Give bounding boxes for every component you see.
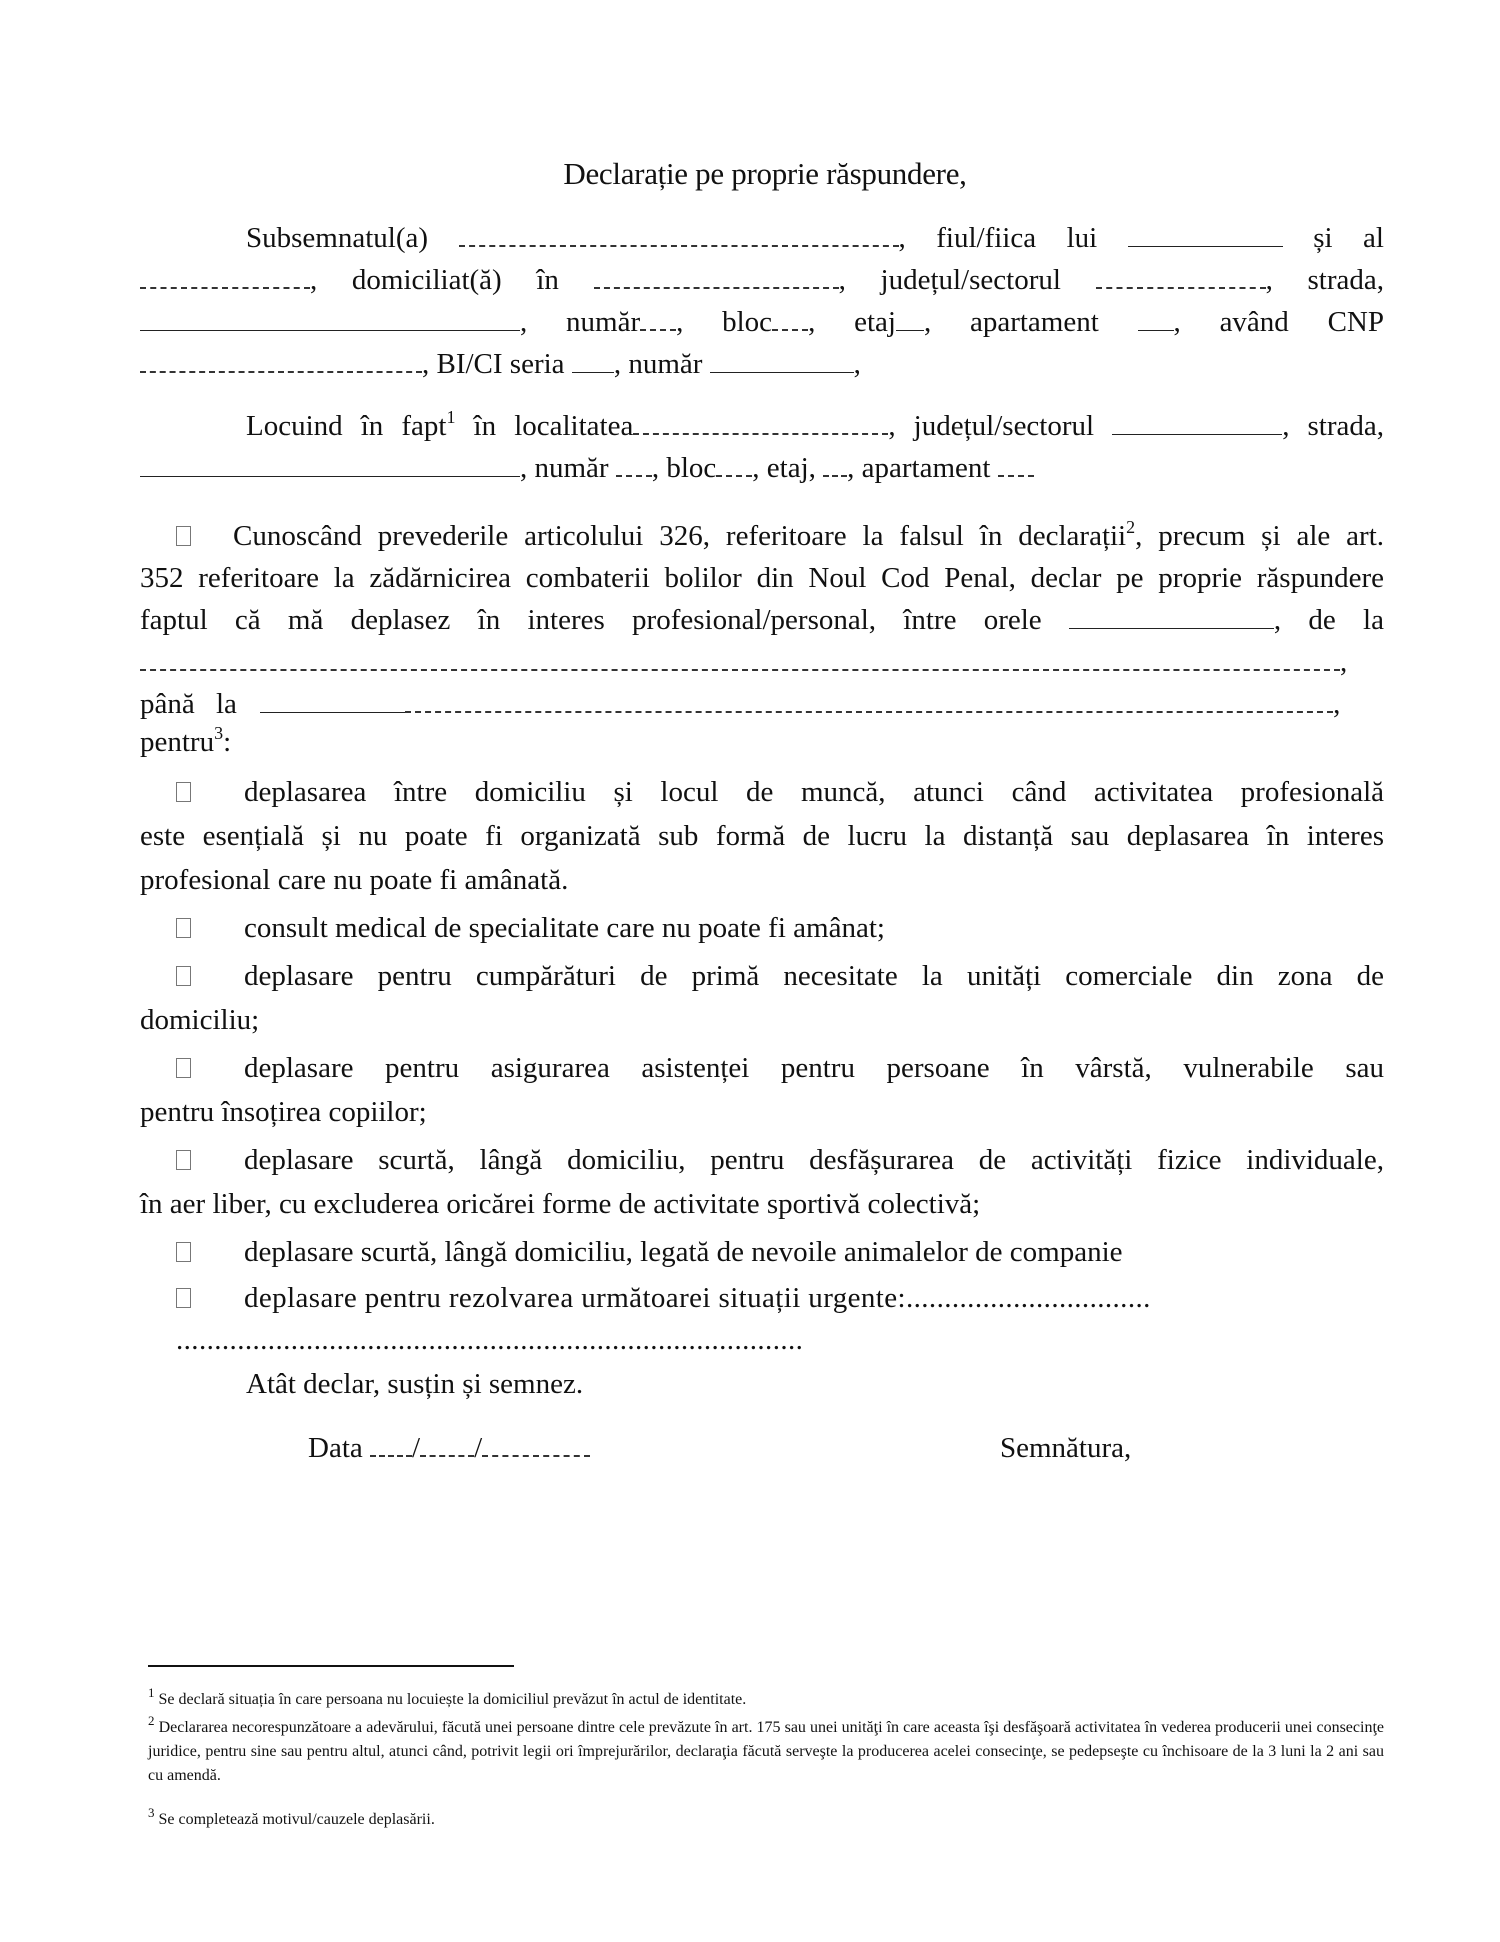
footnote-text: Declararea necorespunzătoare a adevărului, făcută unei persoane dintre cele prevăzute în art. 175 sau unei unităţi în care aceasta îşi desfăşoară activitatea în vederea producerii unei consecinţe juridice, pentru sine sau pentru altul, atunci când, potrivit legii ori împrejurărilor, declaraţia făcută serveşte la producerea acelei consecinţe, se pedepseşte cu închisoare de la 3 luni la 2 ani sau cu amendă. bbox=[148, 1719, 1385, 1784]
comma: , bbox=[1340, 646, 1348, 678]
residence-block-field[interactable] bbox=[716, 451, 752, 477]
residence-county-field[interactable] bbox=[1112, 410, 1282, 435]
option-exercise-line-1 bbox=[140, 1140, 1384, 1180]
option-urgent-checkbox[interactable] bbox=[176, 1288, 191, 1308]
declaration-line-3 bbox=[140, 600, 1384, 640]
cnp-label: , având CNP bbox=[1173, 306, 1384, 338]
street-field[interactable] bbox=[140, 306, 520, 331]
hours-field[interactable] bbox=[1069, 604, 1274, 629]
id-number-label: , număr bbox=[613, 348, 703, 380]
option-exercise-checkbox[interactable] bbox=[176, 1150, 191, 1170]
option-assistance-line-1 bbox=[140, 1048, 1384, 1088]
hours-label: faptul că mă deplasez în interes profesional/personal, între orele bbox=[140, 604, 1042, 636]
urgent-details-field[interactable] bbox=[176, 1320, 1420, 1360]
footnote-1 bbox=[148, 1685, 1384, 1712]
option-assistance-label: deplasare pentru asigurarea asistenței pentru persoane în vârstă, vulnerabile sau bbox=[244, 1052, 1384, 1084]
date-separator: / bbox=[412, 1432, 421, 1464]
father-name-field[interactable] bbox=[1128, 222, 1283, 247]
option-work-line-3: profesional care nu poate fi amânată. bbox=[140, 864, 569, 896]
option-work-line-1 bbox=[140, 772, 1384, 812]
purpose-label: pentru bbox=[140, 726, 215, 758]
residence-number-field[interactable] bbox=[616, 451, 652, 477]
identity-line-2 bbox=[140, 260, 1384, 300]
identity-line-4 bbox=[140, 344, 1384, 384]
number-label: , număr bbox=[520, 306, 641, 338]
apartment-field[interactable] bbox=[1138, 306, 1174, 331]
to-location-field-cont[interactable] bbox=[405, 687, 1333, 713]
residence-street-field[interactable] bbox=[140, 452, 520, 477]
full-name-field[interactable] bbox=[459, 221, 899, 247]
id-series-label: , BI/CI seria bbox=[422, 348, 565, 380]
residence-street-label: , strada, bbox=[1282, 410, 1385, 442]
footnote-number: 1 bbox=[148, 1685, 155, 1700]
option-medical bbox=[140, 908, 1384, 948]
residence-number-label: , număr bbox=[520, 452, 609, 484]
date-separator: / bbox=[474, 1432, 483, 1464]
street-label: , strada, bbox=[1265, 264, 1385, 296]
footnote-ref-3[interactable]: 3 bbox=[214, 723, 224, 743]
block-label: , bloc bbox=[676, 306, 773, 338]
cnp-field[interactable] bbox=[140, 347, 422, 373]
footnote-2 bbox=[148, 1713, 1385, 1788]
from-label: , de la bbox=[1273, 604, 1384, 636]
date-day-field[interactable] bbox=[370, 1431, 412, 1457]
identity-line-3 bbox=[140, 302, 1384, 342]
subsemnatul-label: Subsemnatul(a) bbox=[246, 222, 429, 254]
residence-line-2 bbox=[140, 448, 1384, 488]
floor-label: , etaj bbox=[808, 306, 896, 338]
date-month-field[interactable] bbox=[420, 1431, 474, 1457]
option-medical-label: consult medical de specialitate care nu poate fi amânat; bbox=[244, 912, 885, 944]
option-pets-label: deplasare scurtă, lângă domiciliu, legată de nevoile animalelor de companie bbox=[244, 1236, 1123, 1268]
option-work-label: deplasarea între domiciliu și locul de muncă, atunci când activitatea profesională bbox=[244, 776, 1384, 808]
option-shopping-line-1 bbox=[140, 956, 1384, 996]
to-location-field[interactable] bbox=[260, 688, 405, 713]
declaration-line-5 bbox=[140, 684, 1384, 724]
option-medical-checkbox[interactable] bbox=[176, 918, 191, 938]
declaration-checkbox[interactable] bbox=[176, 526, 191, 546]
identity-line-1 bbox=[140, 218, 1384, 258]
declaration-line-6 bbox=[140, 722, 1384, 762]
option-pets bbox=[140, 1232, 1384, 1272]
signature-label: Semnătura, bbox=[1000, 1432, 1132, 1464]
declaration-text: Cunoscând prevederile articolului 326, referitoare la falsul în declarații bbox=[233, 520, 1127, 552]
comma: , bbox=[1333, 688, 1341, 720]
number-field[interactable] bbox=[640, 305, 676, 331]
residence-floor-label: , etaj, bbox=[752, 452, 816, 484]
residence-line-1 bbox=[140, 406, 1384, 446]
footnote-text: Se declară situația în care persoana nu locuiește la domiciliul prevăzut în actul de identitate. bbox=[158, 1691, 747, 1708]
residence-block-label: , bloc bbox=[651, 452, 717, 484]
locality-label: în localitatea bbox=[455, 410, 634, 442]
residence-county-label: , județul/sectorul bbox=[888, 410, 1095, 442]
date-row bbox=[308, 1428, 1500, 1468]
residing-label: Locuind în fapt bbox=[246, 410, 447, 442]
residence-apartment-field[interactable] bbox=[998, 451, 1034, 477]
footnote-text: Se completează motivul/cauzele deplasării. bbox=[158, 1811, 435, 1828]
option-assistance-checkbox[interactable] bbox=[176, 1058, 191, 1078]
date-year-field[interactable] bbox=[482, 1431, 590, 1457]
option-shopping-line-2: domiciliu; bbox=[140, 1004, 260, 1036]
and-of-label: și al bbox=[1313, 222, 1384, 254]
to-label: până la bbox=[140, 688, 237, 720]
residence-locality-field[interactable] bbox=[633, 409, 888, 435]
declaration-line-4 bbox=[140, 642, 1384, 682]
option-exercise-line-2: în aer liber, cu excluderea oricărei forme de activitate sportivă colectivă; bbox=[140, 1188, 981, 1220]
county-field[interactable] bbox=[1096, 263, 1266, 289]
document-title: Declarație pe proprie răspundere, bbox=[563, 156, 967, 191]
apartment-label: , apartament bbox=[923, 306, 1099, 338]
id-series-field[interactable] bbox=[572, 348, 614, 373]
declaration-line-2: 352 referitoare la zădărnicirea combaterii bolilor din Noul Cod Penal, declar pe proprie răspundere bbox=[140, 562, 1384, 594]
residence-floor-field[interactable] bbox=[823, 451, 847, 477]
closing-statement: Atât declar, susțin și semnez. bbox=[246, 1368, 584, 1400]
option-urgent bbox=[140, 1278, 1384, 1318]
option-exercise-label: deplasare scurtă, lângă domiciliu, pentru desfășurarea de activități fizice individuale, bbox=[244, 1144, 1384, 1176]
declaration-text-cont: , precum și ale art. bbox=[1135, 520, 1384, 552]
comma: , bbox=[853, 348, 861, 380]
footnote-number: 3 bbox=[148, 1805, 155, 1820]
option-urgent-label: deplasare pentru rezolvarea următoarei situații urgente:................................ bbox=[244, 1282, 1151, 1314]
date-label: Data bbox=[308, 1432, 363, 1464]
footnote-divider bbox=[148, 1665, 514, 1667]
option-work-line-2: este esențială și nu poate fi organizată sub formă de lucru la distanță sau deplasarea în interes bbox=[140, 820, 1384, 852]
id-number-field[interactable] bbox=[710, 348, 854, 373]
block-field[interactable] bbox=[772, 305, 808, 331]
domicile-label: , domiciliat(ă) în bbox=[310, 264, 559, 296]
floor-field[interactable] bbox=[896, 306, 924, 331]
footnote-number: 2 bbox=[148, 1713, 155, 1728]
county-label: , județul/sectorul bbox=[838, 264, 1061, 296]
residence-apartment-label: , apartament bbox=[847, 452, 991, 484]
option-assistance-line-2: pentru însoțirea copiilor; bbox=[140, 1096, 427, 1128]
option-pets-checkbox[interactable] bbox=[176, 1242, 191, 1262]
from-location-field[interactable] bbox=[140, 645, 1340, 671]
footnote-ref-2[interactable]: 2 bbox=[1126, 517, 1136, 537]
footnote-3 bbox=[148, 1805, 1384, 1832]
option-shopping-label: deplasare pentru cumpărături de primă necesitate la unități comerciale din zona de bbox=[244, 960, 1384, 992]
domicile-locality-field[interactable] bbox=[594, 263, 839, 289]
urgent-dotted-line: .................................................................................. bbox=[176, 1324, 804, 1356]
footnote-ref-1[interactable]: 1 bbox=[446, 407, 456, 427]
mother-name-field[interactable] bbox=[140, 263, 310, 289]
colon: : bbox=[223, 726, 232, 758]
option-work-checkbox[interactable] bbox=[176, 782, 191, 802]
option-shopping-checkbox[interactable] bbox=[176, 966, 191, 986]
declaration-line-1 bbox=[140, 516, 1384, 556]
parent-label: , fiul/fiica lui bbox=[898, 222, 1098, 254]
